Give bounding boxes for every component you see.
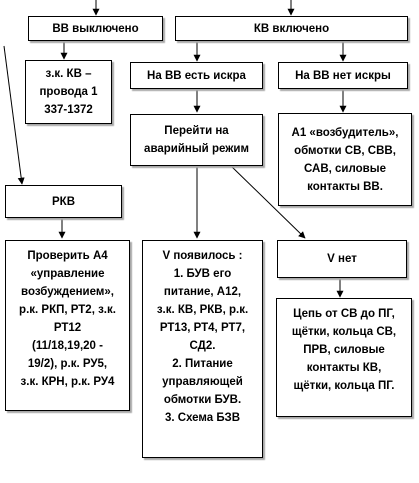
box-vv-off: ВВ выключено [28,16,163,41]
box-zk-kv: з.к. КВ – провода 1 337-1372 [25,60,112,124]
box-v-appeared: V появилось : 1. БУВ его питание, А12, з.к. КВ, РКВ, р.к. РТ13, РТ4, РТ7, СД2. 2. Питание управляющей обмотки БУВ. 3. Схема БЗВ [142,240,263,458]
box-v-none: V нет [277,240,407,278]
box-check-a4: Проверить А4 «управление возбуждением», р.к. РКП, РТ2, з.к. РТ12 (11/18,19,20 - 19/2), р.к. РУ5, з.к. КРН, р.к. РУ4 [5,240,130,411]
arrow-vv-off-to-rkv [4,46,22,184]
box-chain-sv-pg: Цепь от СВ до ПГ, щётки, кольца СВ, ПРВ, силовые контакты КВ, щётки, кольца ПГ. [276,298,412,417]
box-emergency-mode: Перейти на аварийный режим [130,114,263,166]
box-a1-exciter: А1 «возбудитель», обмотки СВ, СВВ, САВ, силовые контакты ВВ. [278,113,412,206]
box-vv-no-spark: На ВВ нет искры [278,62,408,89]
box-rkv: РКВ [5,185,122,218]
box-kv-on: КВ включено [175,16,408,41]
box-vv-spark: На ВВ есть искра [130,62,263,89]
